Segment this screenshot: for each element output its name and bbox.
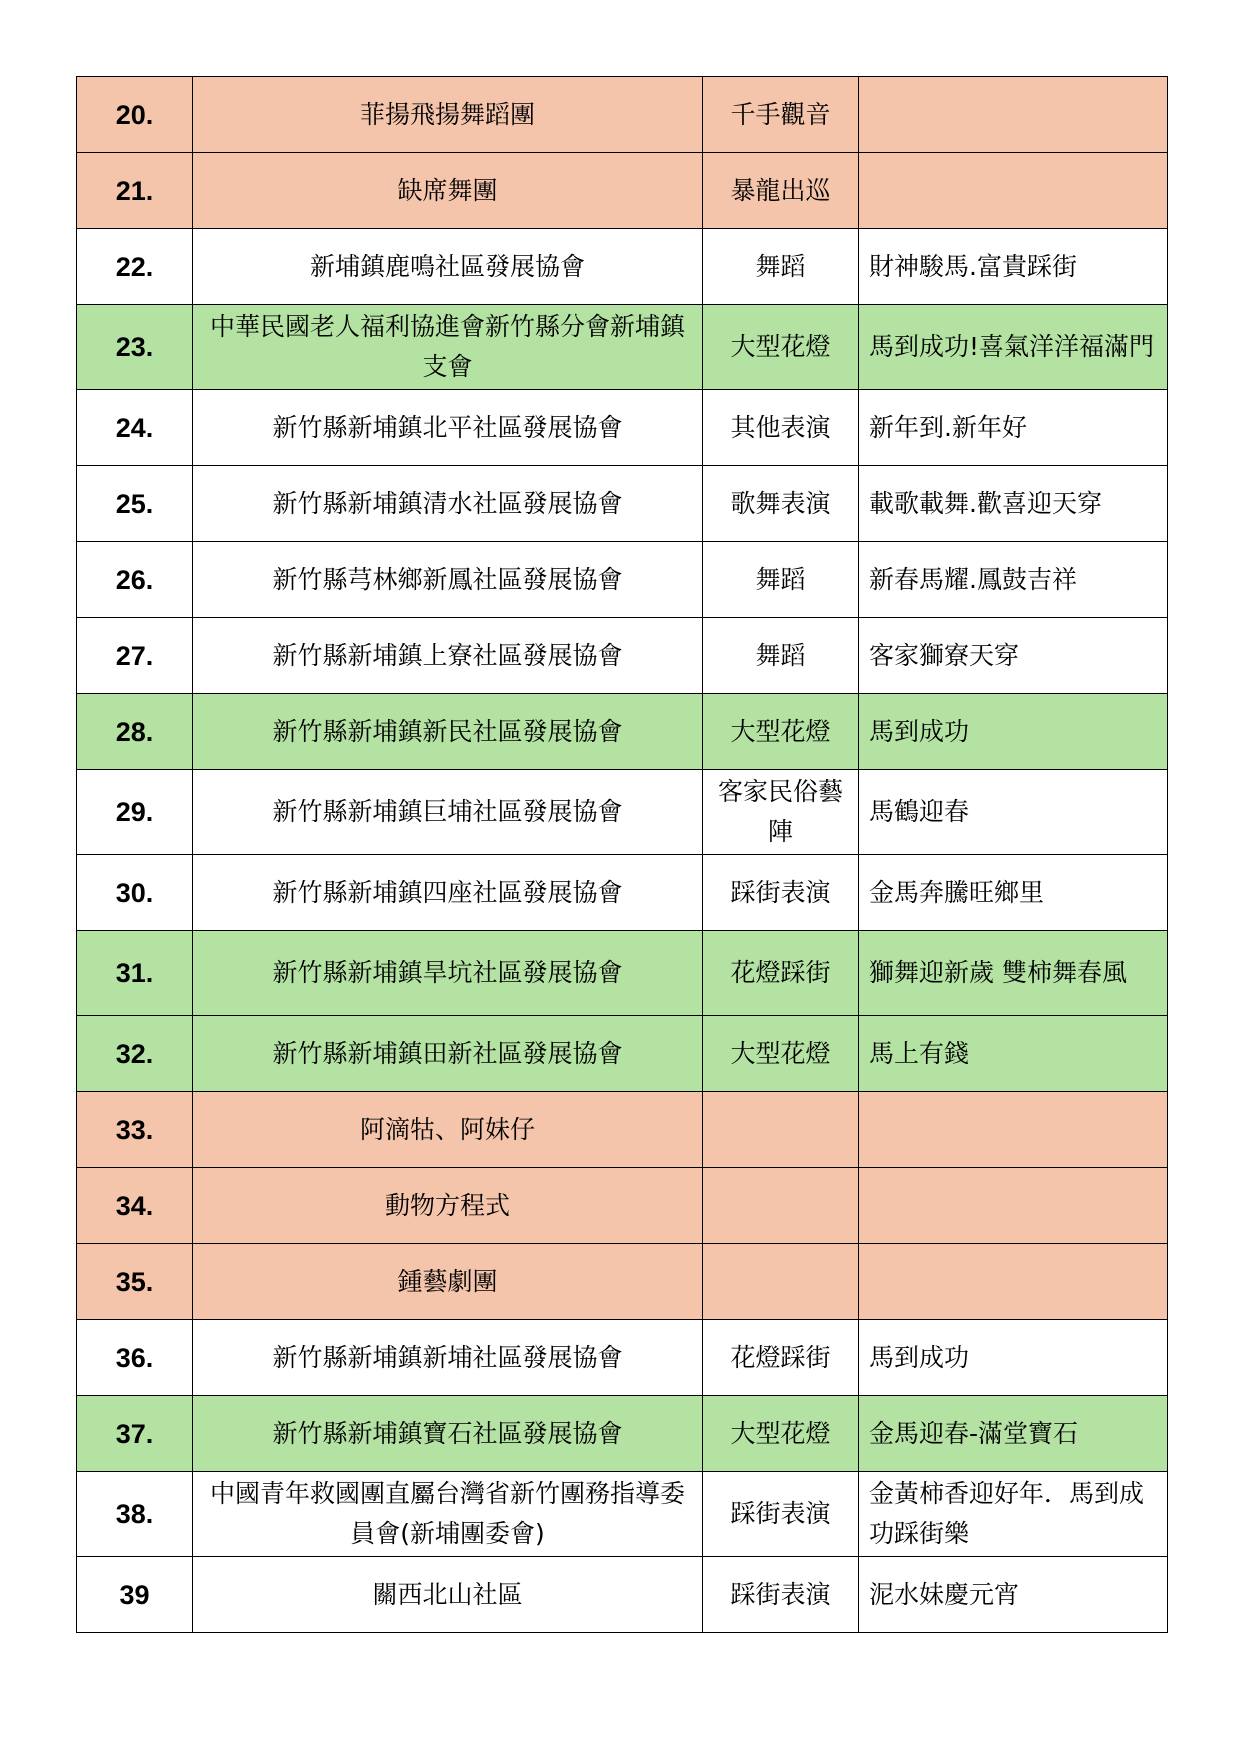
performance-type-cell: 舞蹈 bbox=[703, 618, 859, 694]
table-row bbox=[77, 1016, 1168, 1092]
performance-type-cell: 大型花燈 bbox=[703, 694, 859, 770]
performance-title-cell: 新年到.新年好 bbox=[859, 390, 1168, 466]
row-number-cell: 36. bbox=[77, 1320, 193, 1396]
row-number-cell: 38. bbox=[77, 1472, 193, 1557]
organization-cell: 新竹縣新埔鎮新民社區發展協會 bbox=[193, 694, 703, 770]
organization-cell: 阿滴牯、阿妹仔 bbox=[193, 1092, 703, 1168]
performance-title-cell: 馬上有錢 bbox=[859, 1016, 1168, 1092]
performance-title-cell bbox=[859, 153, 1168, 229]
table-row bbox=[77, 153, 1168, 229]
row-number-cell: 25. bbox=[77, 466, 193, 542]
table-row bbox=[77, 1244, 1168, 1320]
performance-title-cell: 載歌載舞.歡喜迎天穿 bbox=[859, 466, 1168, 542]
table-row bbox=[77, 1168, 1168, 1244]
organization-cell: 新竹縣新埔鎮清水社區發展協會 bbox=[193, 466, 703, 542]
performance-type-cell: 舞蹈 bbox=[703, 229, 859, 305]
row-number-cell: 30. bbox=[77, 855, 193, 931]
organization-cell: 中華民國老人福利協進會新竹縣分會新埔鎮支會 bbox=[193, 305, 703, 390]
performance-type-cell: 其他表演 bbox=[703, 390, 859, 466]
performance-title-cell: 馬到成功!喜氣洋洋福滿門 bbox=[859, 305, 1168, 390]
table-row bbox=[77, 1557, 1168, 1633]
organization-cell: 動物方程式 bbox=[193, 1168, 703, 1244]
row-number-cell: 20. bbox=[77, 77, 193, 153]
row-number-cell: 23. bbox=[77, 305, 193, 390]
performance-title-cell: 馬到成功 bbox=[859, 694, 1168, 770]
performance-type-cell bbox=[703, 1168, 859, 1244]
performance-type-cell: 歌舞表演 bbox=[703, 466, 859, 542]
table-row bbox=[77, 618, 1168, 694]
organization-cell: 新竹縣新埔鎮新埔社區發展協會 bbox=[193, 1320, 703, 1396]
performance-title-cell bbox=[859, 1168, 1168, 1244]
row-number-cell: 32. bbox=[77, 1016, 193, 1092]
performance-title-cell: 財神駿馬.富貴踩街 bbox=[859, 229, 1168, 305]
table-row bbox=[77, 77, 1168, 153]
performance-title-cell: 泥水妹慶元宵 bbox=[859, 1557, 1168, 1633]
performance-title-cell: 獅舞迎新歲 雙柿舞春風 bbox=[859, 931, 1168, 1016]
performance-table bbox=[76, 76, 1168, 1633]
table-row bbox=[77, 770, 1168, 855]
performance-title-cell bbox=[859, 1244, 1168, 1320]
performance-type-cell: 大型花燈 bbox=[703, 1396, 859, 1472]
performance-title-cell: 客家獅寮天穿 bbox=[859, 618, 1168, 694]
row-number-cell: 35. bbox=[77, 1244, 193, 1320]
row-number-cell: 22. bbox=[77, 229, 193, 305]
row-number-cell: 28. bbox=[77, 694, 193, 770]
performance-title-cell: 金馬迎春-滿堂寶石 bbox=[859, 1396, 1168, 1472]
table-row bbox=[77, 305, 1168, 390]
organization-cell: 鍾藝劇團 bbox=[193, 1244, 703, 1320]
row-number-cell: 27. bbox=[77, 618, 193, 694]
performance-title-cell bbox=[859, 1092, 1168, 1168]
performance-type-cell: 踩街表演 bbox=[703, 1557, 859, 1633]
organization-cell: 新竹縣新埔鎮寶石社區發展協會 bbox=[193, 1396, 703, 1472]
performance-title-cell: 金馬奔騰旺鄉里 bbox=[859, 855, 1168, 931]
performance-type-cell: 花燈踩街 bbox=[703, 931, 859, 1016]
performance-type-cell: 舞蹈 bbox=[703, 542, 859, 618]
organization-cell: 新竹縣新埔鎮巨埔社區發展協會 bbox=[193, 770, 703, 855]
performance-title-cell: 金黃柿香迎好年．馬到成功踩街樂 bbox=[859, 1472, 1168, 1557]
organization-cell: 缺席舞團 bbox=[193, 153, 703, 229]
table-row bbox=[77, 931, 1168, 1016]
organization-cell: 新竹縣新埔鎮旱坑社區發展協會 bbox=[193, 931, 703, 1016]
row-number-cell: 26. bbox=[77, 542, 193, 618]
organization-cell: 關西北山社區 bbox=[193, 1557, 703, 1633]
performance-title-cell bbox=[859, 77, 1168, 153]
performance-type-cell bbox=[703, 1092, 859, 1168]
organization-cell: 新埔鎮鹿鳴社區發展協會 bbox=[193, 229, 703, 305]
performance-type-cell: 千手觀音 bbox=[703, 77, 859, 153]
table-row bbox=[77, 694, 1168, 770]
performance-type-cell: 大型花燈 bbox=[703, 305, 859, 390]
row-number-cell: 33. bbox=[77, 1092, 193, 1168]
table-row bbox=[77, 229, 1168, 305]
performance-type-cell: 踩街表演 bbox=[703, 1472, 859, 1557]
table-body bbox=[77, 77, 1168, 1633]
performance-type-cell: 花燈踩街 bbox=[703, 1320, 859, 1396]
table-row bbox=[77, 1092, 1168, 1168]
row-number-cell: 39 bbox=[77, 1557, 193, 1633]
performance-type-cell: 踩街表演 bbox=[703, 855, 859, 931]
row-number-cell: 24. bbox=[77, 390, 193, 466]
row-number-cell: 31. bbox=[77, 931, 193, 1016]
table-row bbox=[77, 1396, 1168, 1472]
table-row bbox=[77, 466, 1168, 542]
performance-title-cell: 新春馬耀.鳳鼓吉祥 bbox=[859, 542, 1168, 618]
organization-cell: 新竹縣新埔鎮四座社區發展協會 bbox=[193, 855, 703, 931]
organization-cell: 新竹縣芎林鄉新鳳社區發展協會 bbox=[193, 542, 703, 618]
organization-cell: 菲揚飛揚舞蹈團 bbox=[193, 77, 703, 153]
table-row bbox=[77, 542, 1168, 618]
table-row bbox=[77, 1320, 1168, 1396]
organization-cell: 新竹縣新埔鎮田新社區發展協會 bbox=[193, 1016, 703, 1092]
performance-type-cell: 客家民俗藝陣 bbox=[703, 770, 859, 855]
table-row bbox=[77, 390, 1168, 466]
table-row bbox=[77, 855, 1168, 931]
performance-type-cell: 大型花燈 bbox=[703, 1016, 859, 1092]
organization-cell: 新竹縣新埔鎮上寮社區發展協會 bbox=[193, 618, 703, 694]
row-number-cell: 21. bbox=[77, 153, 193, 229]
row-number-cell: 37. bbox=[77, 1396, 193, 1472]
row-number-cell: 29. bbox=[77, 770, 193, 855]
performance-type-cell bbox=[703, 1244, 859, 1320]
organization-cell: 新竹縣新埔鎮北平社區發展協會 bbox=[193, 390, 703, 466]
table-row bbox=[77, 1472, 1168, 1557]
performance-type-cell: 暴龍出巡 bbox=[703, 153, 859, 229]
organization-cell: 中國青年救國團直屬台灣省新竹團務指導委員會(新埔團委會) bbox=[193, 1472, 703, 1557]
performance-title-cell: 馬鶴迎春 bbox=[859, 770, 1168, 855]
row-number-cell: 34. bbox=[77, 1168, 193, 1244]
performance-title-cell: 馬到成功 bbox=[859, 1320, 1168, 1396]
